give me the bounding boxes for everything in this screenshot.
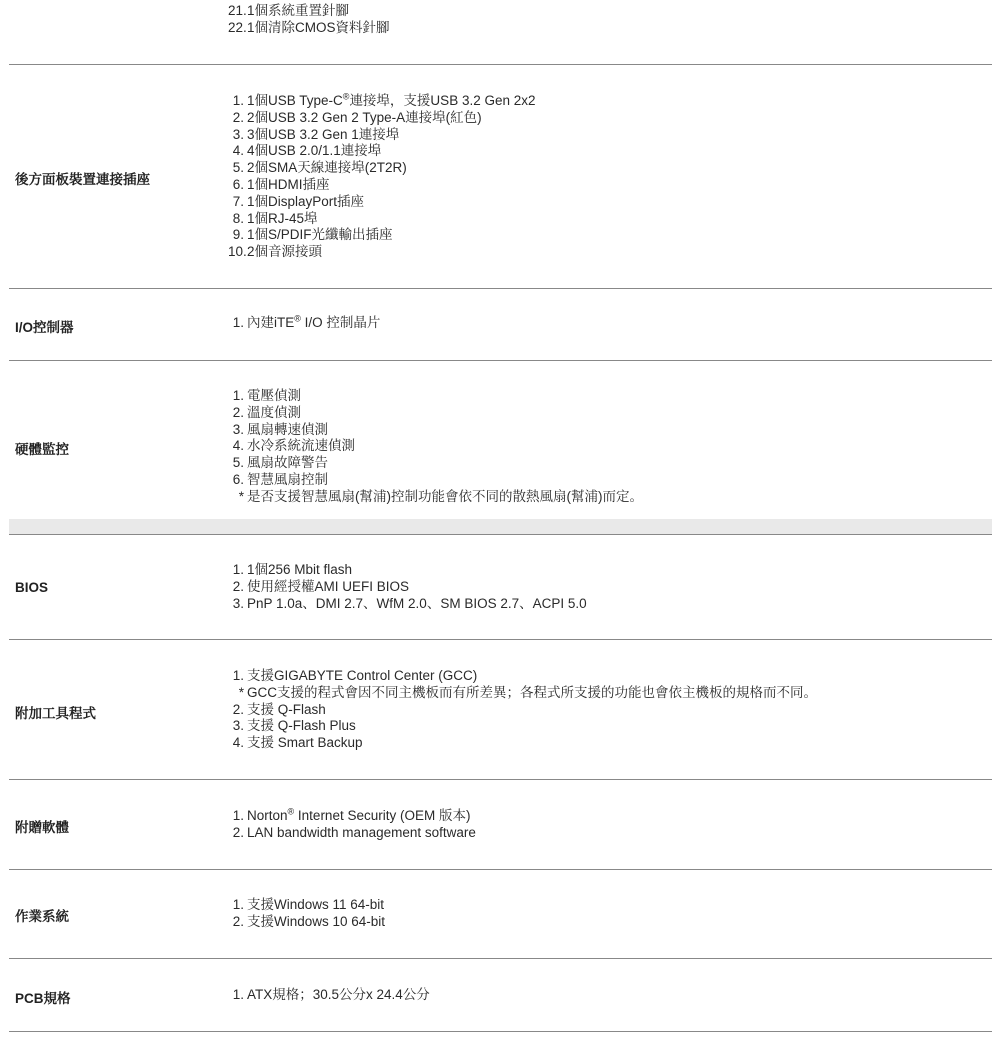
list-item [228, 438, 978, 455]
list-item [228, 562, 978, 579]
footnote-marker: * [238, 488, 244, 504]
row-label: 附加工具程式 [15, 706, 96, 721]
item-number: 4. [232, 735, 244, 751]
footnote [228, 685, 978, 702]
list-item [228, 455, 978, 472]
item-text: 1個S/PDIF光纖輸出插座 [247, 227, 393, 243]
item-text: 支援 Q-Flash Plus [247, 718, 356, 734]
item-number: 5. [232, 455, 244, 471]
item-number: 8. [232, 210, 244, 226]
list-item [228, 422, 978, 439]
registered-mark: ® [342, 91, 350, 102]
item-text: 1個USB Type-C®連接埠，支援USB 3.2 Gen 2x2 [247, 91, 536, 108]
item-number: 2. [232, 109, 244, 125]
item-number: 9. [232, 227, 244, 243]
list-item [228, 718, 978, 735]
item-number: 3. [232, 421, 244, 437]
row-label: 作業系統 [15, 909, 69, 924]
item-text: 1個256 Mbit flash [247, 562, 353, 577]
item-number: 6. [232, 471, 244, 487]
item-number: 1. [232, 987, 244, 1002]
item-number: 2. [232, 824, 244, 840]
row-label: BIOS [15, 580, 49, 595]
row-content [228, 388, 978, 506]
item-text: 1個系統重置針腳 [247, 3, 350, 18]
item-number: 4. [232, 143, 244, 159]
list-item [228, 808, 978, 825]
item-number: 3. [232, 718, 244, 734]
item-text: 2個USB 3.2 Gen 2 Type-A連接埠(紅色) [247, 109, 482, 125]
row-content [228, 668, 978, 752]
list-item [228, 211, 978, 228]
item-text: 1個HDMI插座 [247, 176, 330, 192]
list-item [228, 160, 978, 177]
list-item [228, 987, 978, 1004]
item-text: 2個SMA天線連接埠(2T2R) [247, 160, 407, 176]
spec-row-io-controller [9, 289, 992, 360]
item-text: 使用經授權AMI UEFI BIOS [247, 578, 410, 594]
list-item [228, 177, 978, 194]
list-item [228, 244, 978, 261]
spec-row-operating-system [9, 870, 992, 958]
item-number: 1. [232, 315, 244, 330]
item-text: 1個RJ-45埠 [247, 210, 318, 226]
item-number: 2. [232, 578, 244, 594]
row-label: 硬體監控 [15, 442, 69, 457]
spec-row-rear-panel [9, 65, 992, 288]
item-number: 2. [232, 913, 244, 929]
spec-row-pcb [9, 959, 992, 1031]
list-item [228, 315, 978, 332]
item-text: 支援 Q-Flash [247, 701, 326, 717]
list-item [228, 702, 978, 719]
item-number: 3. [232, 126, 244, 142]
item-number: 5. [232, 160, 244, 176]
footnote-marker: * [238, 684, 244, 700]
list-item [228, 388, 978, 405]
item-number: 1. [232, 562, 244, 577]
row-label: 後方面板裝置連接插座 [15, 172, 150, 187]
spec-row-utilities [9, 640, 992, 779]
item-number: 3. [232, 595, 244, 611]
spec-row-bios [9, 535, 992, 639]
list-item [228, 825, 978, 842]
item-text: 支援Windows 11 64-bit [247, 897, 385, 912]
item-text: 風扇故障警告 [247, 455, 328, 471]
list-item [228, 3, 978, 20]
row-divider [9, 1031, 992, 1032]
section-separator [9, 519, 992, 534]
item-text: 支援 Smart Backup [247, 735, 363, 751]
footnote-text: GCC支援的程式會因不同主機板而有所差異；各程式所支援的功能也會依主機板的規格而不同。 [247, 684, 817, 700]
list-item [228, 579, 978, 596]
item-number: 22. [228, 19, 247, 35]
row-content [228, 808, 978, 842]
list-item [228, 405, 978, 422]
item-text: 1個清除CMOS資料針腳 [247, 19, 390, 35]
row-label: 附贈軟體 [15, 820, 69, 835]
row-content [228, 562, 978, 612]
item-number: 1. [232, 93, 244, 108]
item-text: Norton® Internet Security (OEM 版本) [247, 806, 471, 823]
row-content [228, 987, 978, 1004]
item-text: 支援Windows 10 64-bit [247, 913, 386, 929]
list-item [228, 110, 978, 127]
item-number: 2. [232, 404, 244, 420]
item-text: 4個USB 2.0/1.1連接埠 [247, 143, 382, 159]
item-number: 4. [232, 438, 244, 454]
list-item [228, 472, 978, 489]
list-item [228, 735, 978, 752]
list-item [228, 668, 978, 685]
list-item [228, 20, 978, 37]
footnote-text: 是否支援智慧風扇(幫浦)控制功能會依不同的散熱風扇(幫浦)而定。 [247, 488, 643, 504]
item-number: 10. [228, 244, 247, 260]
row-label: PCB規格 [15, 991, 71, 1006]
list-item [228, 143, 978, 160]
item-number: 1. [232, 897, 244, 912]
item-number: 21. [228, 3, 247, 18]
item-text: PnP 1.0a、DMI 2.7、WfM 2.0、SM BIOS 2.7、ACPI 5.0 [247, 595, 587, 611]
footnote [228, 489, 978, 506]
item-number: 6. [232, 176, 244, 192]
row-label: I/O控制器 [15, 320, 74, 335]
list-item [228, 897, 978, 914]
registered-mark: ® [287, 806, 295, 817]
list-item [228, 596, 978, 613]
item-number: 7. [232, 193, 244, 209]
item-number: 1. [232, 388, 244, 403]
row-content [228, 93, 978, 261]
row-content [228, 3, 978, 37]
spec-row-hardware-monitor [9, 361, 992, 519]
item-text: 內建iTE® I/O 控制晶片 [247, 313, 381, 330]
spec-row-bundled-software [9, 780, 992, 869]
list-item [228, 194, 978, 211]
registered-mark: ® [294, 313, 301, 324]
list-item [228, 914, 978, 931]
list-item [228, 127, 978, 144]
item-text: 2個音源接頭 [247, 244, 323, 260]
item-text: 風扇轉速偵測 [247, 421, 328, 437]
item-text: 支援GIGABYTE Control Center (GCC) [247, 668, 478, 683]
item-text: 溫度偵測 [247, 404, 301, 420]
item-text: 水冷系統流速偵測 [247, 438, 355, 454]
item-text: 1個DisplayPort插座 [247, 193, 365, 209]
item-number: 1. [232, 668, 244, 683]
list-item [228, 227, 978, 244]
row-content [228, 897, 978, 931]
item-number: 2. [232, 701, 244, 717]
item-text: ATX規格；30.5公分x 24.4公分 [247, 987, 430, 1002]
item-number: 1. [232, 808, 244, 823]
item-text: 電壓偵測 [247, 388, 301, 403]
item-text: 智慧風扇控制 [247, 471, 328, 487]
row-content [228, 315, 978, 332]
list-item [228, 93, 978, 110]
item-text: 3個USB 3.2 Gen 1連接埠 [247, 126, 400, 142]
item-text: LAN bandwidth management software [247, 824, 476, 840]
